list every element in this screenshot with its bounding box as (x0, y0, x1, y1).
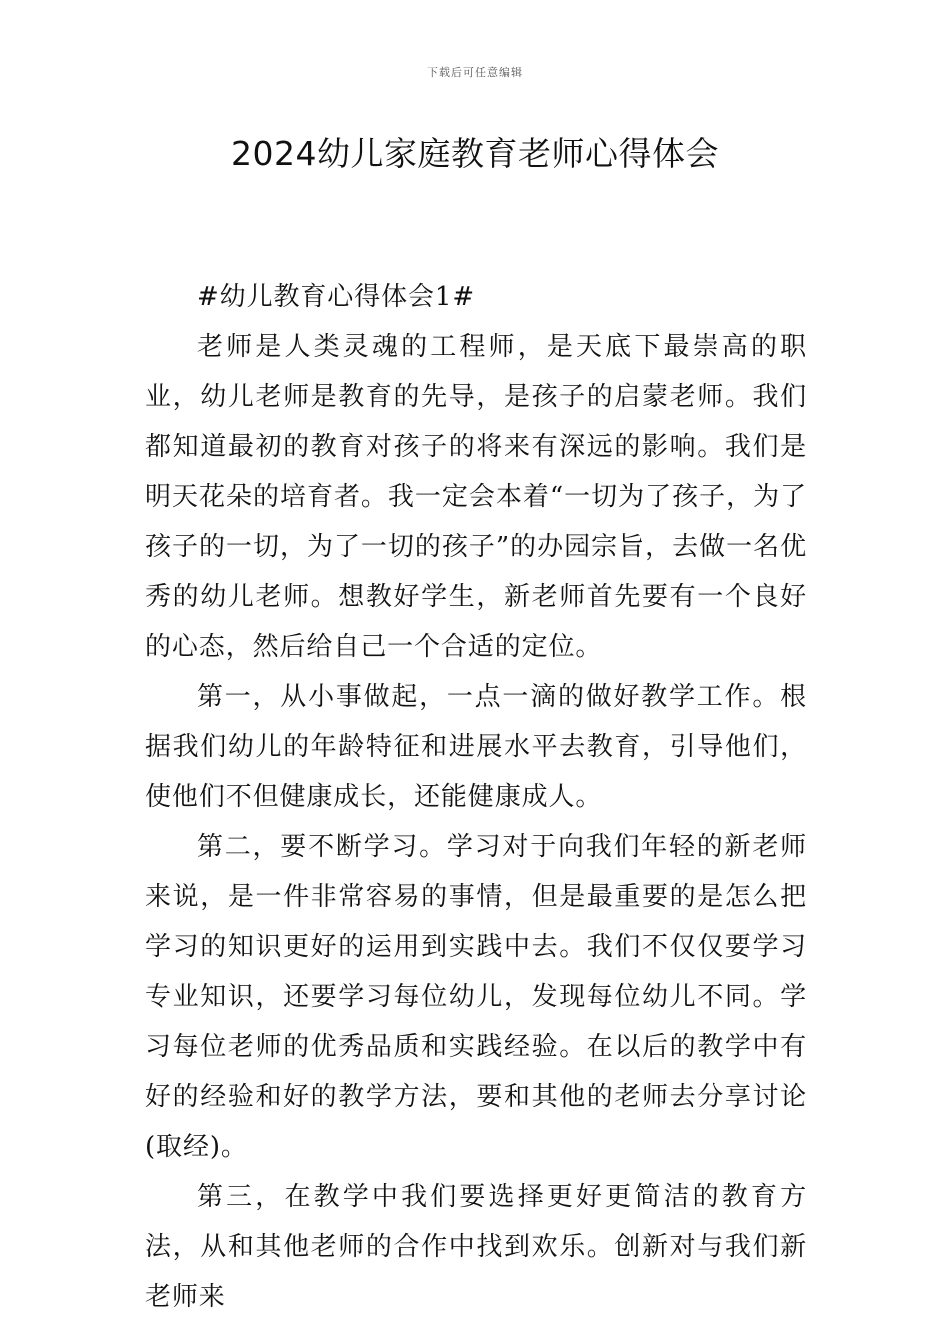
document-title: 2024幼儿家庭教育老师心得体会 (231, 134, 719, 173)
paragraph: 第一，从小事做起，一点一滴的做好教学工作。根据我们幼儿的年龄特征和进展水平去教育，引导他们，使他们不但健康成长，还能健康成人。 (145, 682, 807, 812)
section-heading: #幼儿教育心得体会1# (197, 282, 476, 312)
paragraph: 第三，在教学中我们要选择更好更简洁的教育方法，从和其他老师的合作中找到欢乐。创新对与我们新老师来 (145, 1182, 807, 1312)
paragraph: 老师是人类灵魂的工程师，是天底下最崇高的职业，幼儿老师是教育的先导，是孩子的启蒙老师。我们都知道最初的教育对孩子的将来有深远的影响。我们是明天花朵的培育者。我一定会本着“一切为了孩子，为了孩子的一切，为了一切的孩子”的办园宗旨，去做一名优秀的幼儿老师。想教好学生，新老师首先要有一个良好的心态，然后给自己一个合适的定位。 (145, 332, 807, 662)
paragraph: 第二，要不断学习。学习对于向我们年轻的新老师来说，是一件非常容易的事情，但是最重要的是怎么把学习的知识更好的运用到实践中去。我们不仅仅要学习专业知识，还要学习每位幼儿，发现每位幼儿不同。学习每位老师的优秀品质和实践经验。在以后的教学中有好的经验和好的教学方法，要和其他的老师去分享讨论(取经)。 (145, 832, 807, 1162)
header-note: 下载后可任意编辑 (427, 66, 523, 79)
document-body (145, 272, 807, 1322)
